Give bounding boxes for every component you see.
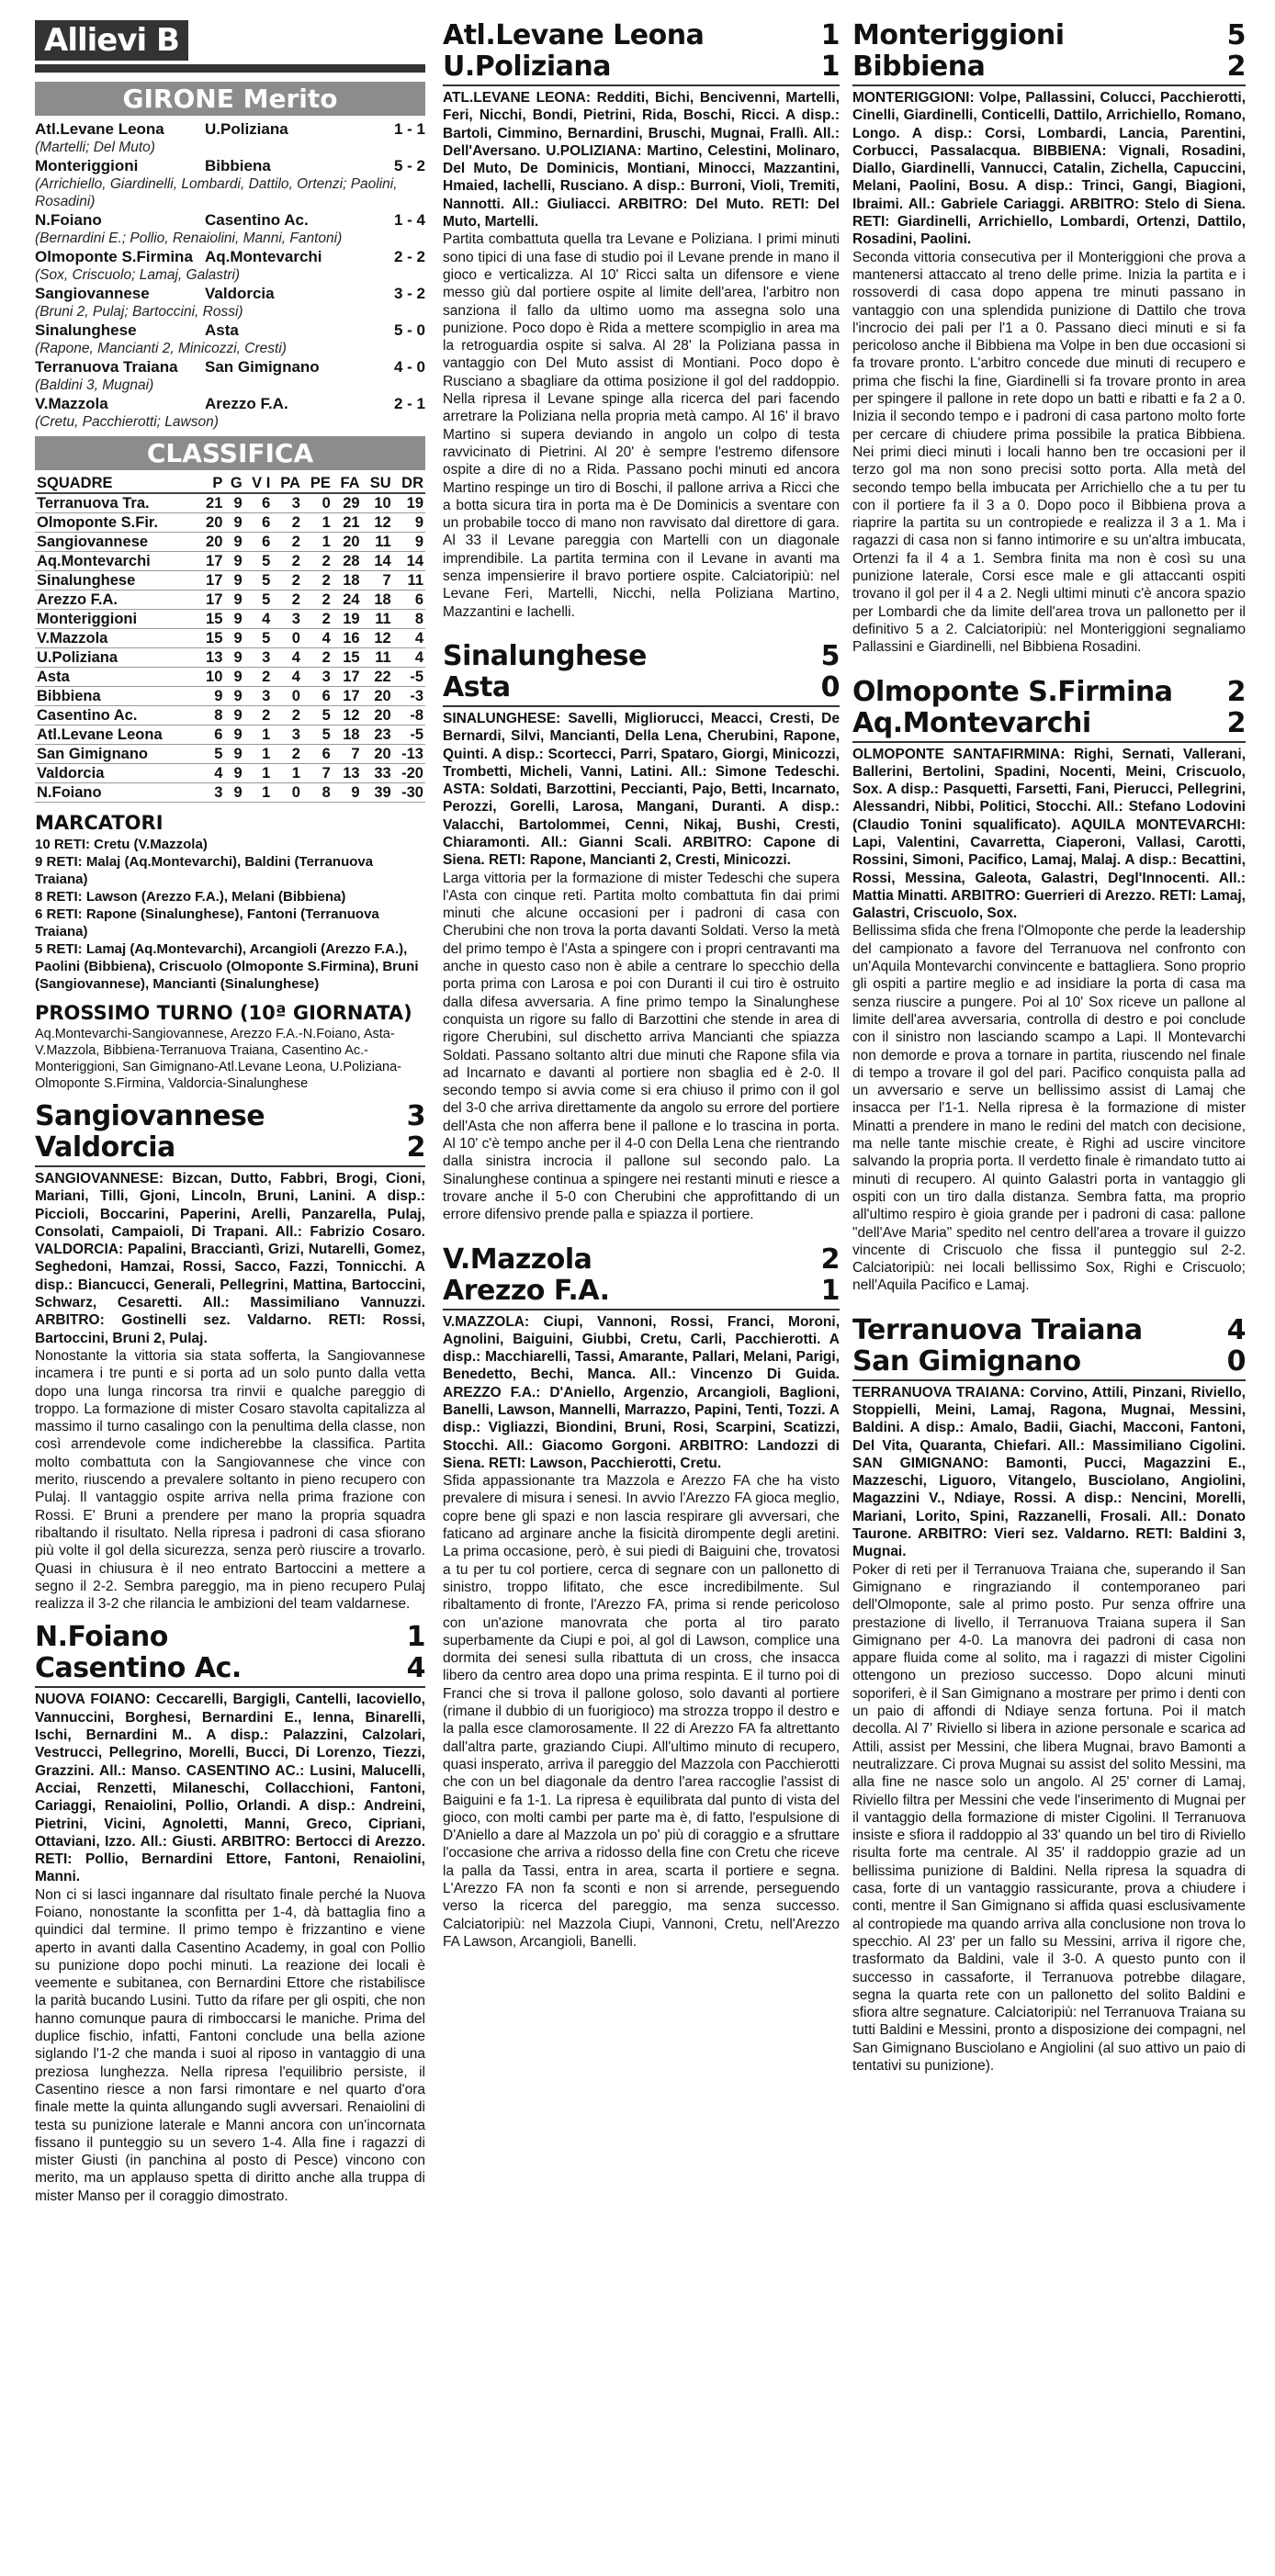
away-score: 0 (820, 670, 840, 703)
divider (443, 705, 840, 707)
home-team: N.Foiano (35, 1621, 168, 1654)
scorers: (Bruni 2, Pulaj; Bartoccini, Rossi) (35, 304, 243, 320)
stat-cell: 6 (244, 533, 273, 552)
team-name: Sangiovannese (35, 533, 198, 552)
stat-cell: 17 (198, 591, 224, 610)
stat-cell: 0 (272, 629, 302, 648)
home-team: V.Mazzola (35, 395, 108, 412)
standings-row (35, 629, 425, 648)
stat-cell: -3 (393, 687, 425, 706)
column-right (852, 20, 1246, 2564)
away-team: U.Poliziana (205, 120, 288, 138)
team-name: Aq.Montevarchi (35, 552, 198, 571)
home-team: Terranuova Traiana (852, 1313, 1143, 1346)
stat-cell: 2 (272, 591, 302, 610)
column-left (35, 20, 425, 2564)
divider (852, 84, 1246, 86)
stat-cell: 2 (302, 610, 333, 629)
stat-cell: -5 (393, 726, 425, 745)
scorers: (Martelli; Del Muto) (35, 140, 155, 155)
results-list (35, 119, 425, 431)
result-item (35, 394, 425, 431)
stat-cell: 20 (362, 745, 393, 764)
stat-cell: 11 (362, 648, 393, 668)
stat-cell: -13 (393, 745, 425, 764)
stat-cell: 9 (393, 533, 425, 552)
team-name: V.Mazzola (35, 629, 198, 648)
match-report (852, 1315, 1246, 2075)
stat-cell: 6 (244, 513, 273, 533)
home-team: Olmoponte S.Firmina (35, 248, 193, 265)
stat-cell: 12 (362, 629, 393, 648)
stat-cell: 20 (198, 513, 224, 533)
home-score: 2 (820, 1243, 840, 1276)
marcatori-line: 5 RETI: Lamaj (Aq.Montevarchi), Arcangioli (Arezzo F.A.), Paolini (Bibbiena), Criscuolo (Olmoponte S.Firmina), Bruni (Sangiovannese), Mancianti (Sinalunghese) (35, 941, 419, 992)
stat-cell: 5 (244, 552, 273, 571)
result-item (35, 156, 425, 210)
column-header: P (198, 474, 224, 493)
stat-cell: 9 (224, 571, 243, 591)
stat-cell: 9 (198, 687, 224, 706)
team-name: Sinalunghese (35, 571, 198, 591)
stat-cell: 3 (198, 783, 224, 803)
team-name: U.Poliziana (35, 648, 198, 668)
lineup: NUOVA FOIANO: Ceccarelli, Bargigli, Cantelli, Iacoviello, Vannuccini, Borghesi, Bernardini E., Ienna, Binarelli, Ischi, Bernardini M.. A disp.: Palazzini, Calzolari, Vestrucci, Pellegrino, Morelli, Bucci, Di Lorenzo, Tiezzi, Grazzini. All.: Manso. CASENTINO AC.: Lusini, Malucelli, Acciai, Renzetti, Milaneschi, Collacchioni, Fantoni, Cariaggi, Renaiolini, Pollio, Orlandi. A disp.: Andreini, Pietrini, Vicini, Agnoletti, Manni, Greco, Cipriani, Ottaviani, Izzo. All.: Giusti. ARBITRO: Bertocci di Arezzo. RETI: Pollio, Bernardini Ettore, Fantoni, Renaiolini, Manni. (35, 1692, 425, 1885)
home-team: Monteriggioni (852, 20, 1065, 51)
match-report (852, 677, 1246, 1295)
stat-cell: 17 (333, 687, 362, 706)
stat-cell: 19 (393, 493, 425, 513)
stat-cell: 2 (244, 706, 273, 726)
away-team: Bibbiena (205, 157, 271, 174)
stat-cell: 17 (198, 552, 224, 571)
home-team: Sangiovannese (35, 1100, 265, 1132)
classifica-header: CLASSIFICA (35, 436, 425, 470)
stat-cell: -20 (393, 764, 425, 783)
stat-cell: 12 (362, 513, 393, 533)
match-report (35, 1622, 425, 2205)
score: 1 - 4 (393, 211, 425, 229)
stat-cell: 2 (302, 591, 333, 610)
home-team: Sinalunghese (443, 639, 647, 672)
stat-cell: 2 (302, 571, 333, 591)
stat-cell: 2 (272, 533, 302, 552)
away-team: Asta (443, 670, 511, 703)
stat-cell: 24 (333, 591, 362, 610)
stat-cell: 8 (393, 610, 425, 629)
standings-row (35, 591, 425, 610)
stat-cell: 16 (333, 629, 362, 648)
stat-cell: 9 (224, 513, 243, 533)
stat-cell: 0 (302, 493, 333, 513)
standings-row (35, 610, 425, 629)
home-score: 4 (1226, 1313, 1246, 1346)
scorers: (Sox, Criscuolo; Lamaj, Galastri) (35, 267, 241, 283)
stat-cell: 1 (244, 745, 273, 764)
stat-cell: -30 (393, 783, 425, 803)
article-body: Partita combattuta quella tra Levane e Poliziana. I primi minuti sono tipici di una fase di studio poi il Levane prende in mano il gioco e verticalizza. Al 10' Ricci salta un difensore e viene messo giù dal portiere ospite al limite dell'area, l'arbitro non sanziona il fallo da ultimo uomo ma assegna solo una punizione. Poco dopo è Rida a mettere scompiglio in area ma la retroguardia ospite si salva. Al 28' la Poliziana passa in vantaggio con Del Muto assist di Montiani. Poco dopo è Rusciano a sbagliare da ottima posizione il gol del raddoppio. Nella ripresa il Levane spinge alla ricerca del pari facendo arretrare la Poliziana nella propria metà campo. Al 16' il bravo Martino si supera deviando in angolo un colpo di testa ravvicinato di Pietrini. Al 20' è sempre l'estremo difensore ospite a dire di no a Rida. Passano pochi minuti ed ancora Martino respinge un tiro di Boschi, il pallone arriva a Ricci che a botta sicura tira in porta ma è De Dominicis a sventare con un probabile tocco di mano non ravvisato dal direttore di gara. Al 33 il Levane pareggia con Martelli con un diagonale imprendibile. La partita termina con il Levane in avanti ma senza impensierire il bravo portiere ospite. Calciatoripiù: nel Levane Feri, Martelli, Nicchi, nella Poliziana Martino, Mazzantini e Iachelli. (443, 231, 840, 620)
away-score: 1 (820, 1274, 840, 1307)
stat-cell: 18 (333, 726, 362, 745)
stat-cell: 9 (224, 629, 243, 648)
stat-cell: 9 (224, 783, 243, 803)
marcatori-title: MARCATORI (35, 812, 164, 834)
article-body: Sfida appassionante tra Mazzola e Arezzo FA che ha visto prevalere di misura i senesi. In avvio l'Arezzo FA gioca meglio, copre bene gli spazi e non lascia respirare gli avversari, che faticano ad arginare anche la fisicità dirompente degli aretini. La prima occasione, però, è sui piedi di Baiguini che, trovatosi a tu per tu col portiere, cerca di segnare con un pallonetto di sinistro, troppo lifitato, che esce incredibilmente. Sul ribaltamento di fronte, l'Arezzo FA, prima si rende pericoloso con un'azione manovrata che porta al tiro parato superbamente da Ciupi e poi, al gol di Lawson, complice una dormita dei senesi sulla ribattuta di un cross, che insacca libero da centro area dopo una prima respinta. E il turno poi di Franci che si trova il pallone goloso, solo davanti al portiere (rimane il dubbio di un fuorigioco) ma strozza troppo il destro e la palla esce clamorosamente. Il 22 di Arezzo FA fa altrettanto dall'altra parte, graziando Ciupi. All'ultimo minuto di recupero, quasi insperato, arriva il pareggio del Mazzola con Pacchierotti che con un bel diagonale da dentro l'area raccoglie l'assist di Baiguini e fa 1-1. La ripresa è equilibrata dal punto di vista del gioco, con molti cambi per parte ma è, di fatto, l'espulsione di D'Aniello a dare al Mazzola un po' più di coraggio e a sfruttare l'occasione che arriva a ridosso della fine con Cretu che riceve la palla da Tassi, entra in area, scarta il portiere e segna. L'Arezzo FA non fa sconti e non si arrende, perseguendo verso la ricerca del pareggio, ma senza successo. Calciatoripiù: nel Mazzola Ciupi, Vannoni, Cretu, nell'Arezzo FA Lawson, Arcangioli, Banelli. (443, 1473, 840, 1950)
stat-cell: 23 (362, 726, 393, 745)
article-body: Nonostante la vittoria sia stata sofferta, la Sangiovannese incamera i tre punti e si porta ad un solo punto dalla vetta dopo una lunga rincorsa tra rinvii e qualche pareggio di troppo. La formazione di mister Cosaro stavolta capitalizza al massimo il turno casalingo con la penultima della classe, non così arrendevole come indicherebbe la classifica. Partita molto combattuta con la Sangiovannese che vince con merito, riuscendo a prevalere soltanto in pieno recupero con Pulaj. Il vantaggio ospite arriva nella prima frazione con Rossi. E' Bruni a prendere per mano la propria squadra ribaltando il risultato. Nella ripresa i padroni di casa sfiorano più volte il gol della sicurezza, senza però riuscire a trovarlo. Quasi in chiusura è il neo entrato Bartoccini a mettere a segno il 2-2. Sembra pareggio, ma in pieno recupero Pulaj realizza il 3-2 che rilancia le ambizioni del team valdarnese. (35, 1347, 425, 1613)
stat-cell: 5 (244, 571, 273, 591)
stat-cell: 1 (272, 764, 302, 783)
stat-cell: 14 (393, 552, 425, 571)
away-score: 4 (406, 1652, 425, 1685)
match-report (852, 20, 1246, 657)
stat-cell: 9 (224, 687, 243, 706)
standings-row (35, 552, 425, 571)
stat-cell: 9 (224, 493, 243, 513)
stat-cell: 2 (244, 668, 273, 687)
stat-cell: 17 (198, 571, 224, 591)
result-item (35, 210, 425, 247)
stat-cell: 19 (333, 610, 362, 629)
stat-cell: 18 (333, 571, 362, 591)
article-body: Seconda vittoria consecutiva per il Monteriggioni che prova a mantenersi attaccato al treno delle prime. Inizia la partita e i rossoverdi di casa dopo appena tre minuti passano in vantaggio con una splendida punizione di Dattilo che trova l'incrocio dei pali per l'1 a 0. Passano dieci minuti e si fa pericoloso anche il Bibbiena ma Volpe in ben due occasioni si fa trovare pronto. L'arbitro concede due minuti di recupero e prima che fischi la fine, Giardinelli si fa trovare pronto in area per spingere il pallone in rete dopo un batti e ribatti e fa 2 a 0. Inizia il secondo tempo e i padroni di casa partono molto forte per cercare di chiudere prima possibile la pratica Bibbiena. Nei primi dieci minuti i locali hanno ben tre occasioni per il terzo gol ma non sono precisi sotto porta. Alla metà del secondo tempo bella imbucata per Arrichiello che a tu per tu con il portiere fa il 3 a 0. Dopo poco il Bibbiena prova a riaprire la partita su un contropiede e realizza il 3 a 1. Ma i ragazzi di casa non si fanno intimorire e su un'altra imbucata, Ortenzi fa il 4 a 1. Sembra finita ma non è così su una punizione laterale, Corsi esce male e gli attaccanti ospiti trovano il gol per il 4 a 2. Negli ultimi minuti c'è ancora spazio per Lombardi che da limite dell'area trova un pallonetto per il definitivo 5 a 2. Calciatoripiù: nel Monteriggioni segnaliamo Pallassini e Giardinelli, nel Bibbiena Rosadini. (852, 249, 1246, 656)
lineup: V.MAZZOLA: Ciupi, Vannoni, Rossi, Franci, Moroni, Agnolini, Baiguini, Giubbi, Cretu, Carli, Pacchierotti. A disp.: Macchiarelli, Tassi, Amarante, Pallari, Melani, Parigi, Benedetto, Bechi, Manca. All.: Vincenzo Di Guida. AREZZO F.A.: D'Aniello, Argenzio, Arcangioli, Baglioni, Banelli, Lawson, Mannelli, Marrazzo, Papini, Tenti, Tozzi. A disp.: Vigliazzi, Biondini, Bruni, Rosi, Scarpini, Scatizzi, Stocchi. All.: Giacomo Gorgoni. ARBITRO: Landozzi di Siena. RETI: Lawson, Pacchierotti, Cretu. (443, 1313, 840, 1471)
divider (852, 1379, 1246, 1381)
score: 4 - 0 (393, 358, 425, 376)
stat-cell: 3 (244, 687, 273, 706)
divider (852, 741, 1246, 743)
standings-row (35, 783, 425, 803)
stat-cell: 9 (224, 533, 243, 552)
away-score: 2 (1226, 706, 1246, 739)
stat-cell: 5 (244, 629, 273, 648)
stat-cell: 4 (198, 764, 224, 783)
stat-cell: 11 (393, 571, 425, 591)
standings-row (35, 764, 425, 783)
lineup: SINALUNGHESE: Savelli, Migliorucci, Meacci, Cresti, De Bernardi, Silvi, Mancianti, Della Lena, Cherubini, Rapone, Quinti. A disp.: Scortecci, Parri, Spataro, Giorgi, Minicozzi, Trombetti, Micheli, Vanni, Latini. All.: Simone Tedeschi. ASTA: Soldati, Barzottini, Peccianti, Pajo, Betti, Incarnato, Perozzi, Gorelli, Larosa, Mangani, Duranti. A disp.: Valacchi, Bartolommei, Cenni, Nikaj, Bushi, Cresti, Chiaramonti. All.: Gianni Scali. ARBITRO: Capone di Siena. RETI: Rapone, Mancianti 2, Cresti, Minicozzi. (443, 710, 840, 869)
stat-cell: 3 (272, 610, 302, 629)
away-team: Casentino Ac. (35, 1652, 242, 1685)
lineup: TERRANUOVA TRAIANA: Corvino, Attili, Pinzani, Riviello, Stoppielli, Meini, Lamaj, Ragona, Mugnai, Messini, Baldini. A disp.: Amalo, Badii, Giachi, Macconi, Fantoni, Del Vita, Quaranta, Chiefari. All.: Massimiliano Cigolini. SAN GIMIGNANO: Bamonti, Pucci, Magazzini E., Mazzeschi, Liguoro, Vitangelo, Busciolano, Angiolini, Magazzini V., Ndiaye, Rossi. A disp.: Nencini, Morelli, Mariani, Lorito, Spini, Razzanelli, Frosali. All.: Donato Taurone. ARBITRO: Vieri sez. Valdarno. RETI: Baldini 3, Mugnai. (852, 1384, 1246, 1560)
marcatori-line: 6 RETI: Rapone (Sinalunghese), Fantoni (Terranuova Traiana) (35, 906, 379, 939)
away-team: Valdorcia (205, 285, 275, 302)
standings-row (35, 648, 425, 668)
column-header: G (224, 474, 243, 493)
lineup: MONTERIGGIONI: Volpe, Pallassini, Colucci, Pacchierotti, Cinelli, Giardinelli, Conticelli, Dattilo, Arrichiello, Romano, Longo. A disp.: Corsi, Lombardi, Lancia, Parentini, Corbucci, Passalacqua. BIBBIENA: Vignali, Rosadini, Diallo, Giardinelli, Vannucci, Catalin, Zichella, Capuccini, Melani, Paolini, Bosu. A disp.: Trinci, Gangi, Biagioni, Ibraimi. All.: Gabriele Cariaggi. ARBITRO: Stelo di Siena. RETI: Giardinelli, Arrichiello, Lombardi, Ortenzi, Dattilo, Rosadini, Paolini. (852, 90, 1246, 248)
away-team: San Gimignano (205, 358, 320, 376)
home-team: N.Foiano (35, 211, 102, 229)
stat-cell: 33 (362, 764, 393, 783)
stat-cell: 20 (362, 706, 393, 726)
stat-cell: 2 (272, 513, 302, 533)
standings-row (35, 745, 425, 764)
marcatori-list (35, 836, 425, 993)
score: 5 - 0 (393, 321, 425, 339)
stat-cell: 9 (224, 668, 243, 687)
column-header: V I (244, 474, 273, 493)
score: 2 - 2 (393, 248, 425, 265)
stat-cell: 4 (302, 629, 333, 648)
stat-cell: 1 (244, 726, 273, 745)
stat-cell: 5 (244, 591, 273, 610)
stat-cell: 6 (393, 591, 425, 610)
column-middle (443, 20, 840, 2564)
team-name: Atl.Levane Leona (35, 726, 198, 745)
stat-cell: 9 (224, 552, 243, 571)
stat-cell: 8 (302, 783, 333, 803)
home-team: Sangiovannese (35, 285, 150, 302)
home-team: Atl.Levane Leona (443, 20, 705, 51)
away-team: San Gimignano (852, 1344, 1081, 1378)
stat-cell: 22 (362, 668, 393, 687)
home-team: Atl.Levane Leona (35, 120, 164, 138)
team-name: N.Foiano (35, 783, 198, 803)
match-report (443, 1244, 840, 1952)
standings-table (35, 474, 425, 803)
away-score: 2 (1226, 51, 1246, 83)
column-header: FA (333, 474, 362, 493)
stat-cell: 7 (302, 764, 333, 783)
stat-cell: 20 (198, 533, 224, 552)
stat-cell: 7 (362, 571, 393, 591)
result-item (35, 247, 425, 284)
stat-cell: 5 (302, 706, 333, 726)
home-score: 2 (1226, 675, 1246, 708)
article-body: Non ci si lasci ingannare dal risultato finale perché la Nuova Foiano, nonostante la sconfitta per 1-4, dà battaglia fino a quindici dal termine. Il primo tempo è frizzantino e viene aperto in avanti dalla Casentino Academy, in goal con Pollio su punizione dopo pochi minuti. La reazione dei locali è veemente e subitanea, con Bernardini Ettore che ristabilisce la parità bucando Lusini. Tutto da rifare per gli ospiti, che non hanno comunque paura di rimboccarsi le maniche. Prima del duplice fischio, infatti, Fantoni conclude una bella azione siglando l'1-2 che manda i suoi al riposo in vantaggio di una preziosa lunghezza. Nella ripresa l'equilibrio persiste, il Casentino riesce a non farsi rimontare e nel quarto d'ora finale mette la quinta allungando sugli avversari. Renaiolini di testa su punizione laterale e Manni ancora con un'incornata fissano il punteggio su un severo 1-4. Alla fine i ragazzi di mister Giusti (in panchina al posto di Pesce) vincono con merito, ma un applauso spetta di diritto anche alla truppa di mister Manso per il coraggio dimostrato. (35, 1886, 425, 2204)
stat-cell: 4 (244, 610, 273, 629)
standings-row (35, 571, 425, 591)
lineup: SANGIOVANNESE: Bizcan, Dutto, Fabbri, Brogi, Cioni, Mariani, Tilli, Gjoni, Lincoln, Bruni, Lanini. A disp.: Piccioli, Boccarini, Paperini, Arelli, Panzarella, Pulaj, Consolati, Campaioli, Di Trapani. All.: Fabrizio Cosaro. VALDORCIA: Papalini, Bracciantì, Grizi, Nutarelli, Gomez, Seghedoni, Hamzai, Rossi, Sacco, Fazzi, Tonnicchi. A disp.: Biancucci, Generali, Pellegrini, Mattina, Bartoccini, Schwarz, Cesaretti. All.: Massimiliano Vannuzzi. ARBITRO: Gostinelli sez. Valdarno. RETI: Rossi, Bartoccini, Bruni 2, Pulaj. (35, 1171, 425, 1346)
column-header: SQUADRE (35, 474, 198, 493)
result-item (35, 357, 425, 394)
marcatori-line: 8 RETI: Lawson (Arezzo F.A.), Melani (Bibbiena) (35, 889, 346, 905)
score: 3 - 2 (393, 285, 425, 302)
stat-cell: 29 (333, 493, 362, 513)
stat-cell: 17 (333, 668, 362, 687)
away-team: Arezzo F.A. (205, 395, 288, 412)
divider (443, 84, 840, 86)
standings-row (35, 687, 425, 706)
stat-cell: 14 (362, 552, 393, 571)
standings-row (35, 706, 425, 726)
column-header: PE (302, 474, 333, 493)
divider (443, 1309, 840, 1310)
home-team: Monteriggioni (35, 157, 139, 174)
article-body: Bellissima sfida che frena l'Olmoponte che perde la leadership del campionato a favore del Terranuova nel confronto con un'Aquila Montevarchi convincente e battagliera. Sono proprio gli ospiti a partire meglio e ad insidiare la porta di casa ma senza riuscire a pungere. Poi al 10' Sox riceve un pallone al limite dell'area avversaria, controlla di destro e poi conclude con il sinistro non lasciando scampo a Lapi. Il Montevarchi non demorde e prova a tornare in partita, riuscendo nel finale di tempo a trovare il gol del pari. Pacifico conquista palla ad un avversario e serve un bellissimo assist di Lamaj che insacca per l'1-1. Nella ripresa è la formazione di mister Minatti a prendere in mano le redini del match con decisione, ma nelle tante mischie create, è Righi ad uscire vincitore salvando la propria porta. Il verdetto finale è rimandato tutto ai minuti di recupero. Al quinto Galastri porta in vantaggio gli ospiti con un tiro dalla distanza. Sembra fatta, ma proprio all'ultimo respiro è gioia grande per i padroni di casa: pallone "dell'Ave Maria" spedito nel centro dell'area a trovare il guizzo vincente di Criscuolo che fissa il punteggio sul 2-2. Calciatoripiù: nei locali bellissimo Sox, Righi e Criscuolo; nell'Aquila Pacifico e Lamaj. (852, 923, 1246, 1294)
stat-cell: 12 (333, 706, 362, 726)
divider (35, 1686, 425, 1688)
stat-cell: 2 (272, 745, 302, 764)
team-name: Casentino Ac. (35, 706, 198, 726)
home-score: 1 (820, 20, 840, 51)
column-header: DR (393, 474, 425, 493)
stat-cell: 2 (302, 552, 333, 571)
stat-cell: 4 (393, 629, 425, 648)
column-header: PA (272, 474, 302, 493)
stat-cell: 1 (302, 533, 333, 552)
team-name: Arezzo F.A. (35, 591, 198, 610)
home-team: Terranuova Traiana (35, 358, 178, 376)
marcatori-line: 9 RETI: Malaj (Aq.Montevarchi), Baldini (Terranuova Traiana) (35, 854, 374, 887)
marcatori-line: 10 RETI: Cretu (V.Mazzola) (35, 837, 208, 852)
away-team: Casentino Ac. (205, 211, 309, 229)
standings-row (35, 513, 425, 533)
stat-cell: 3 (272, 493, 302, 513)
scorers: (Baldini 3, Mugnai) (35, 377, 154, 393)
away-score: 2 (406, 1131, 425, 1164)
away-score: 1 (820, 51, 840, 83)
stat-cell: 0 (272, 783, 302, 803)
team-name: Bibbiena (35, 687, 198, 706)
section-banner: Allievi B (35, 20, 188, 61)
stat-cell: 8 (198, 706, 224, 726)
stat-cell: 3 (244, 648, 273, 668)
prossimo-turno-text: Aq.Montevarchi-Sangiovannese, Arezzo F.A.-N.Foiano, Asta-V.Mazzola, Bibbiena-Terranuova Traiana, Casentino Ac.-Monteriggioni, San Gimignano-Atl.Levane Leona, U.Poliziana-Olmoponte S.Firmina, Valdorcia-Sinalunghese (35, 1027, 401, 1091)
stat-cell: 4 (272, 648, 302, 668)
stat-cell: 3 (272, 726, 302, 745)
stat-cell: 4 (393, 648, 425, 668)
stat-cell: 6 (198, 726, 224, 745)
away-team: Aq.Montevarchi (205, 248, 322, 265)
team-name: Asta (35, 668, 198, 687)
stat-cell: 20 (333, 533, 362, 552)
match-report (35, 1101, 425, 1613)
home-team: Olmoponte S.Firmina (852, 675, 1173, 708)
home-team: Sinalunghese (35, 321, 137, 339)
home-score: 3 (406, 1100, 425, 1132)
stat-cell: 9 (224, 706, 243, 726)
article-body: Larga vittoria per la formazione di mister Tedeschi che supera l'Asta con cinque reti. Partita molto combattuta fin dai primi minuti che alcune occasioni per i padroni di casa con Cherubini che non trova la porta davanti Soldati. Verso la metà del primo tempo è l'Asta a spingere con i propri centravanti ma anche in questo caso non è abile a centrare lo specchio della porta prima con Larosa e poi con Duranti il cui tiro è ostruito dalla difesa avversaria. A fine primo tempo la Sinalunghese conquista un rigore su fallo di Barzottini che stende in area di rigore Cherubini, sul dischetto arriva Mancianti che spiazza Soldati. Passano soltanto altri due minuti che Rapone sfila via ad Incarnato e davanti al portiere non sbaglia ed è 2-0. Il secondo tempo si avvia come si era chiuso il primo con il gol del 3-0 che arriva direttamente da angolo su errore del portiere dell'Asta che non afferra bene il pallone e lo trascina in porta. Al 10' c'è tempo anche per il 4-0 con Della Lena che rientrando dalla sinistra incrocia il pallone sul secondo palo. La Sinalunghese continua a spingere nei restanti minuti e riesce a trovare anche il 5-0 con Cherubini che approfittando di un errore difensivo prende palla e spiazza il portiere. (443, 870, 840, 1223)
away-team: Bibbiena (852, 51, 986, 83)
stat-cell: 13 (333, 764, 362, 783)
stat-cell: 7 (333, 745, 362, 764)
stat-cell: 15 (198, 629, 224, 648)
scorers: (Bernardini E.; Pollio, Renaiolini, Manni, Fantoni) (35, 231, 343, 246)
stat-cell: 18 (362, 591, 393, 610)
stat-cell: -8 (393, 706, 425, 726)
stat-cell: 11 (362, 610, 393, 629)
home-score: 5 (820, 639, 840, 672)
stat-cell: 13 (198, 648, 224, 668)
team-name: Terranuova Tra. (35, 493, 198, 513)
stat-cell: 2 (272, 552, 302, 571)
stat-cell: 9 (224, 648, 243, 668)
home-team: V.Mazzola (443, 1243, 592, 1276)
stat-cell: 21 (198, 493, 224, 513)
stat-cell: 5 (198, 745, 224, 764)
away-team: Valdorcia (35, 1131, 175, 1164)
away-score: 0 (1226, 1344, 1246, 1378)
team-name: San Gimignano (35, 745, 198, 764)
result-item (35, 284, 425, 321)
score: 1 - 1 (393, 120, 425, 138)
team-name: Olmoponte S.Fir. (35, 513, 198, 533)
stat-cell: 15 (198, 610, 224, 629)
standings-header-row (35, 474, 425, 493)
girone-header: GIRONE Merito (35, 82, 425, 116)
stat-cell: 15 (333, 648, 362, 668)
stat-cell: 9 (333, 783, 362, 803)
column-header: SU (362, 474, 393, 493)
banner-rule (35, 64, 425, 73)
home-score: 1 (406, 1621, 425, 1654)
stat-cell: 5 (302, 726, 333, 745)
scorers: (Arrichiello, Giardinelli, Lombardi, Dattilo, Ortenzi; Paolini, Rosadini) (35, 176, 398, 209)
stat-cell: 0 (272, 687, 302, 706)
score: 5 - 2 (393, 157, 425, 174)
stat-cell: 3 (302, 668, 333, 687)
stat-cell: 28 (333, 552, 362, 571)
match-report (443, 20, 840, 621)
standings-row (35, 533, 425, 552)
team-name: Monteriggioni (35, 610, 198, 629)
stat-cell: 9 (224, 764, 243, 783)
stat-cell: 9 (224, 610, 243, 629)
standings-row (35, 726, 425, 745)
lineup: ATL.LEVANE LEONA: Redditi, Bichi, Bencivenni, Martelli, Feri, Nicchi, Bondi, Pietrini, Rida, Boschi, Ricci. A disp.: Bartoli, Cimmino, Bernardini, Bruschi, Mugnai, Frallì. All.: Dell'Aversano. U.POLIZIANA: Martino, Celestini, Molinaro, Del Muto, De Dominicis, Montiani, Minocci, Mazzantini, Hmaied, Iachelli, Rusciano. A disp.: Burroni, Violi, Tremiti, Nannotti. All.: Giuliacci. ARBITRO: Del Muto. RETI: Del Muto, Martelli. (443, 90, 840, 231)
stat-cell: 2 (272, 571, 302, 591)
prossimo-turno-title: PROSSIMO TURNO (10ª GIORNATA) (35, 1002, 412, 1024)
stat-cell: 39 (362, 783, 393, 803)
standings-row (35, 668, 425, 687)
stat-cell: 1 (244, 764, 273, 783)
away-team: Aq.Montevarchi (852, 706, 1091, 739)
away-team: Arezzo F.A. (443, 1274, 610, 1307)
stat-cell: 10 (362, 493, 393, 513)
home-score: 5 (1226, 20, 1246, 51)
standings-row (35, 493, 425, 513)
stat-cell: 4 (272, 668, 302, 687)
stat-cell: 10 (198, 668, 224, 687)
stat-cell: 21 (333, 513, 362, 533)
away-team: U.Poliziana (443, 51, 612, 83)
stat-cell: 9 (224, 726, 243, 745)
result-item (35, 321, 425, 357)
stat-cell: 6 (244, 493, 273, 513)
stat-cell: 1 (302, 513, 333, 533)
stat-cell: 2 (302, 648, 333, 668)
lineup: OLMOPONTE SANTAFIRMINA: Righi, Sernati, Vallerani, Ballerini, Bertolini, Spadini, Nocenti, Meini, Criscuolo, Sox. A disp.: Pasquetti, Farsetti, Fani, Pierucci, Pellegrini, Alessandri, Nibbi, Politici, Stocchi. All.: Stefano Lodovini (Claudio Tonini squalificato). AQUILA MONTEVARCHI: Lapi, Valentini, Cavarretta, Ciaperoni, Vallasi, Carotti, Rossini, Simoni, Pacifico, Lamaj, Malaj. A disp.: Becattini, Rossi, Messina, Galeota, Galastri, Degl'Innocenti. All.: Mattia Minatti. ARBITRO: Guerrieri di Arezzo. RETI: Lamaj, Galastri, Criscuolo, Sox. (852, 746, 1246, 922)
stat-cell: 6 (302, 687, 333, 706)
stat-cell: 2 (272, 706, 302, 726)
stat-cell: 11 (362, 533, 393, 552)
divider (35, 1165, 425, 1167)
stat-cell: 9 (224, 591, 243, 610)
match-report (443, 641, 840, 1224)
scorers: (Cretu, Pacchierotti; Lawson) (35, 414, 219, 430)
stat-cell: 6 (302, 745, 333, 764)
team-name: Valdorcia (35, 764, 198, 783)
stat-cell: 9 (393, 513, 425, 533)
stat-cell: 9 (224, 745, 243, 764)
article-body: Poker di reti per il Terranuova Traiana che, superando il San Gimignano e ringraziando il contemporaneo pari dell'Olmoponte, sale al primo posto. Pur senza offrire una prestazione di livello, il Terranuova Traiana supera il San Gimignano per 4-0. La manovra dei padroni di casa non appare fluida come al solito, ma i ragazzi di mister Cigolini ottengono un prezioso successo. Dopo alcuni minuti soporiferi, è il San Gimignano a mostrare per primo i denti con un paio di affondi di Ndiaye senza fortuna. Poi il match decolla. Al 7' Riviello si libera in azione personale e scarica ad Attili, assist per Messini, che libera Mugnai, bravo Bamonti a neutralizzare. Ci prova Mugnai su assist del solito Messini, ma alla fine ne nasce solo un angolo. Al 25' corner di Lamaj, Riviello filtra per Messini che vede l'inserimento di Mugnai per il vantaggio della formazione di mister Cigolini. Il Terranuova insiste e sfiora il raddoppio al 33' quando un bel tiro di Riviello risulta forte ma centrale. Al 35' il raddoppio grazie ad un bellissima punizione di Baldini. Nella ripresa la squadra di casa, forte di un vantaggio rassicurante, prova a chiudere i conti, mentre il San Gimignano si affida quasi esclusivamente al contropiede ma quando arriva alla conclusione non trova lo specchio. Al 23' per un fallo su Messini, arriva il rigore che, trasformato da Baldini, vale il 3-0. A questo punto con il successo in cassaforte, il Terranuova potrebbe dilagare, segna la quarta rete con un pallonetto del solito Baldini e sfiora altre segnature. Calciatoripiù: nel Terranuova Traiana su tutti Baldini e Messini, pronto a disposizione dei compagni, nel San Gimignano Busciolano e Angiolini (al suo attivo un paio di tentativi su punizione). (852, 1561, 1246, 2074)
stat-cell: 1 (244, 783, 273, 803)
scorers: (Rapone, Mancianti 2, Minicozzi, Cresti) (35, 341, 287, 356)
score: 2 - 1 (393, 395, 425, 412)
away-team: Asta (205, 321, 239, 339)
stat-cell: -5 (393, 668, 425, 687)
stat-cell: 20 (362, 687, 393, 706)
result-item (35, 119, 425, 156)
